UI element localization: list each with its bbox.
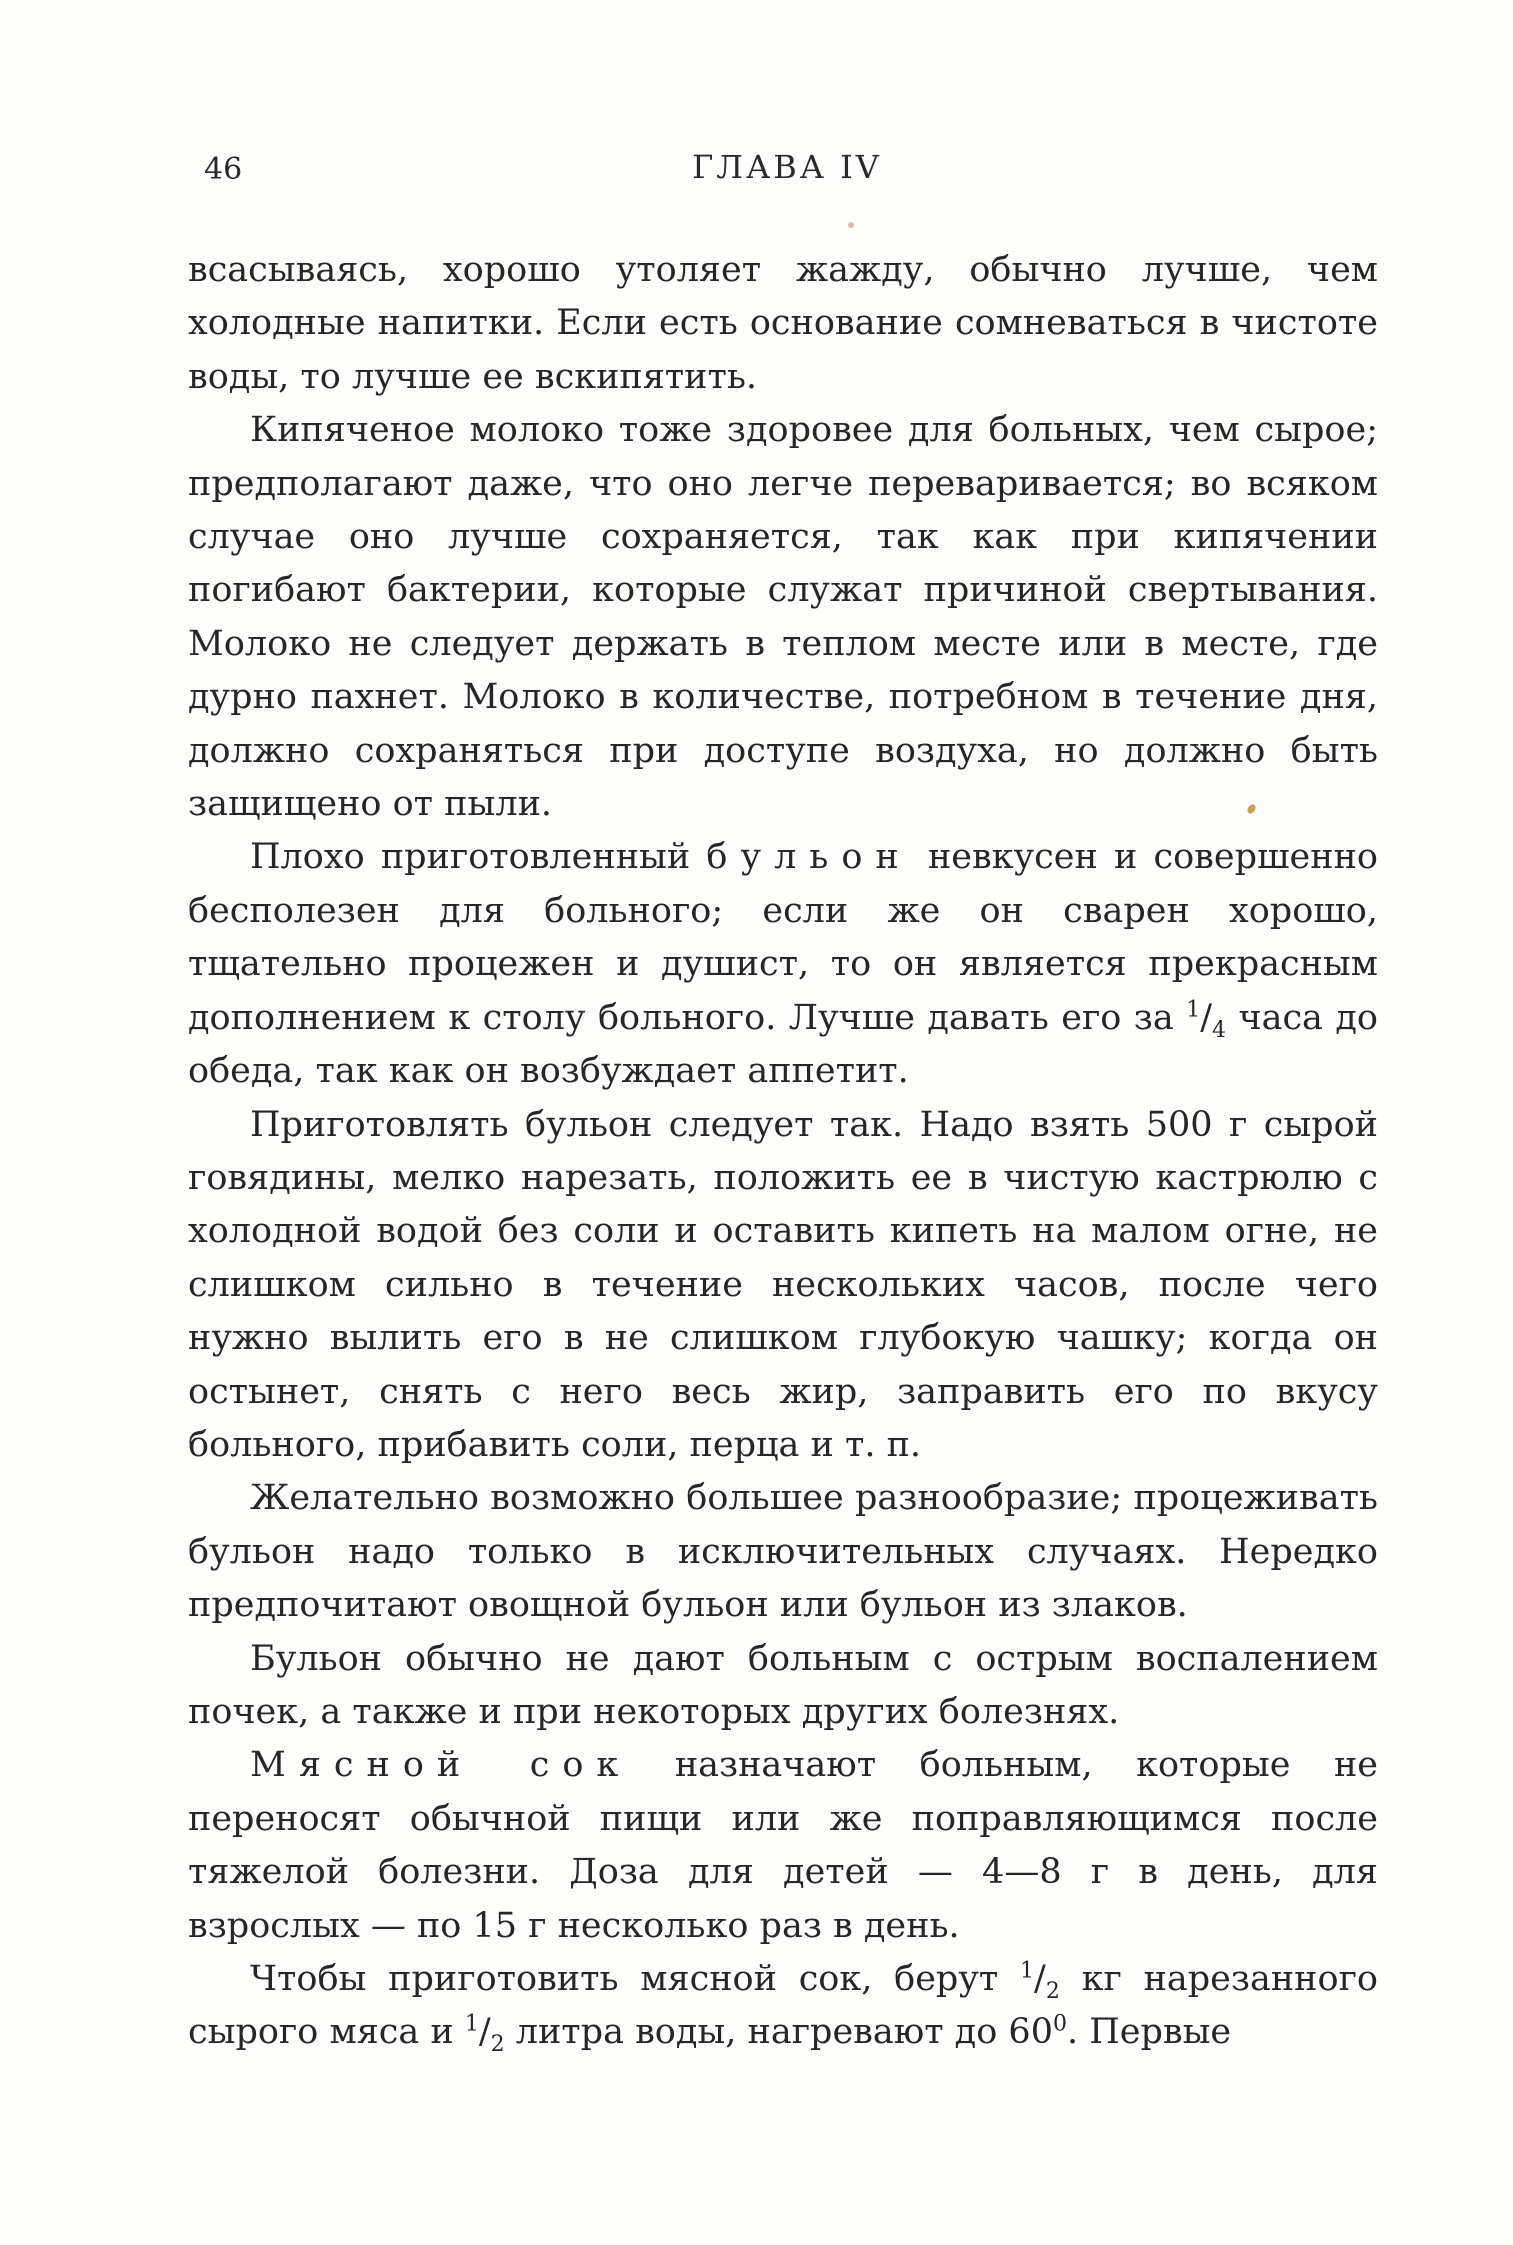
- paragraph: [188, 1739, 1378, 1953]
- paragraph: Кипяченое молоко тоже здоровее для больных, чем сырое; предполагают даже, что оно легче переваривается; во всяком случае оно лучше сохраняется, так как при кипячении погибают бактерии, которые служат причиной свертывания. Молоко не следует держать в теплом месте или в месте, где дурно пахнет. Молоко в количестве, потребном в течение дня, должно сохраняться при доступе воздуха, но должно быть защищено от пыли.: [188, 410, 1378, 825]
- page-number: 46: [204, 152, 243, 187]
- text-run: часа до обеда, так как он возбуждает аппетит.: [188, 997, 1378, 1092]
- spaced-term: бульон: [706, 837, 912, 878]
- text-run: кг нарезанного сырого мяса и: [188, 1959, 1378, 2053]
- fraction-numerator: 1: [1020, 1958, 1035, 1984]
- paragraph: всасываясь, хорошо утоляет жажду, обычно лучше, чем холодные напитки. Если есть основание сомневаться в чистоте воды, то лучше ее вскипятить.: [188, 250, 1378, 397]
- body-text: [188, 244, 1378, 2060]
- fraction-numerator: 1: [464, 2011, 479, 2037]
- paragraph: Приготовлять бульон следует так. Надо взять 500 г сырой говядины, мелко нарезать, положить ее в чистую кастрюлю с холодной водой без соли и оставить кипеть на малом огне, не слишком сильно в течение нескольких часов, после чего нужно вылить его в не слишком глубокую чашку; когда он остынет, снять с него весь жир, заправить его по вкусу больного, прибавить соли, перца и т. п.: [188, 1104, 1378, 1465]
- degree-mark: 0: [1052, 2011, 1067, 2037]
- text-run: . Первые: [1066, 2012, 1232, 2053]
- spaced-term: Мясной сок: [250, 1745, 632, 1786]
- fraction-numerator: 1: [1186, 997, 1201, 1023]
- text-run: невкусен и совершенно бесполезен для больного; если же он сварен хорошо, тщательно процежен и душист, то он является прекрасным дополнением к столу больного. Лучше давать его за: [188, 837, 1378, 1038]
- paragraph: Желательно возможно большее разнообразие; процеживать бульон надо только в исключительных случаях. Нередко предпочитают овощной бульон или бульон из злаков.: [188, 1478, 1378, 1626]
- fraction-denominator: 2: [490, 2032, 505, 2058]
- text-run: литра воды, нагревают до 60: [504, 2012, 1053, 2053]
- text-run: назначают больным, которые не переносят обычной пищи или же поправляющимся после тяжелой болезни. Доза для детей — 4—8 г в день, для взрослых — по 15 г несколько раз в день.: [188, 1745, 1379, 1946]
- fraction-denominator: 2: [1045, 1979, 1060, 2004]
- paragraph: Плохо приготовленный бульон невкусен и совершенно бесполезен для больного; если же он сварен хорошо, тщательно процежен и душист, то он является прекрасным дополнением к столу больного. Лучше давать его за $^1/_4$ часа до обеда, так как он возбуждает аппетит.: [188, 837, 1378, 1092]
- fraction-denominator: 4: [1212, 1017, 1226, 1043]
- page-header: [196, 148, 1378, 198]
- chapter-title: ГЛАВА IV: [692, 148, 882, 186]
- paragraph: Чтобы приготовить мясной сок, берут $^1/_2$ кг нарезанного сырого мяса и $^1/_2$ литра воды, нагревают до $60^0$. Первые: [188, 1958, 1378, 2058]
- text-run: Плохо приготовленный: [250, 837, 707, 878]
- paragraph: Бульон обычно не дают больным с острым воспалением почек, а также и при некоторых других болезнях.: [188, 1638, 1378, 1732]
- ink-spot: [848, 222, 854, 228]
- text-run: Чтобы приготовить мясной сок, берут: [250, 1959, 1021, 1999]
